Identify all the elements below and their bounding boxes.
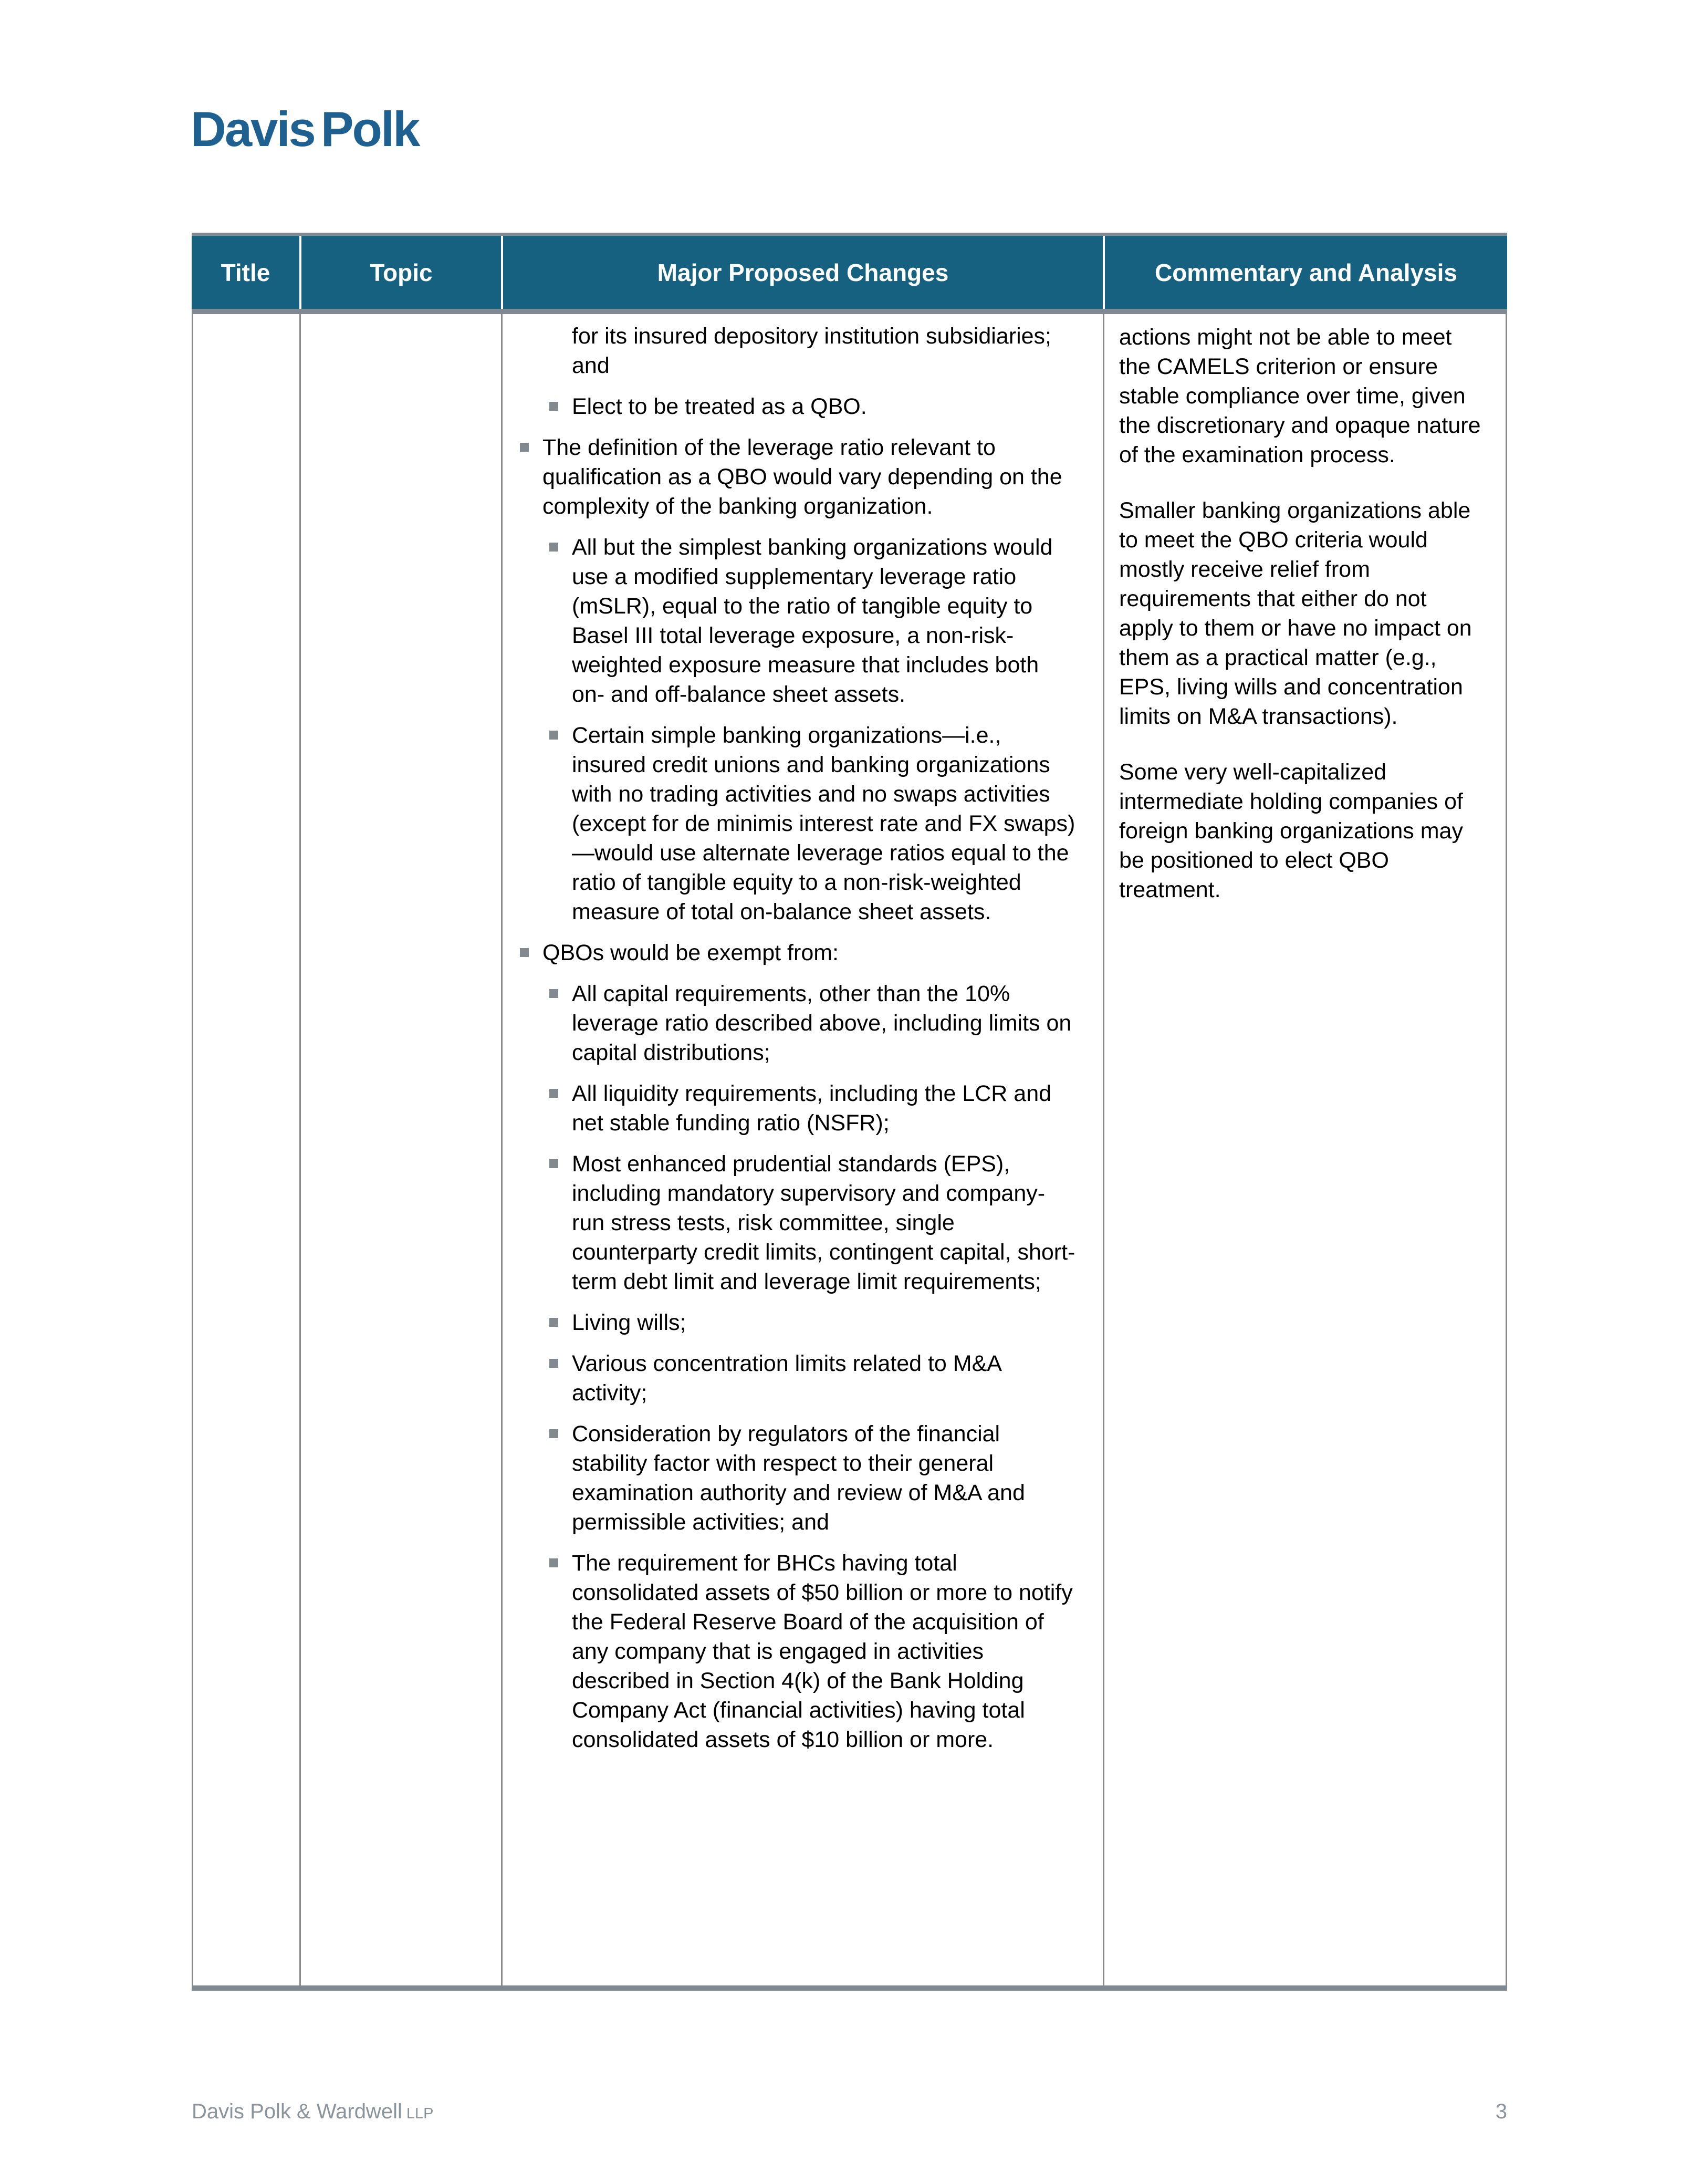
bullet-square-icon — [549, 1159, 558, 1168]
bullet-square-icon — [549, 1429, 558, 1438]
bullet-square-icon — [549, 402, 558, 411]
cell-commentary-and-analysis — [1103, 314, 1506, 1985]
bullet-square-icon — [520, 443, 529, 452]
footer-firm-text: Davis Polk & Wardwell — [192, 2100, 402, 2123]
list-item — [503, 1349, 1077, 1408]
list-item — [503, 1419, 1077, 1537]
list-item-text: Elect to be treated as a QBO. — [572, 394, 867, 419]
bullet-square-icon — [549, 1089, 558, 1098]
cell-title — [193, 314, 299, 1985]
list-item-text: Certain simple banking organizations—i.e., insured credit unions and banking organizations with no trading activities and no swaps activities (except for de minimis interest rate and FX swaps)—would use alternate leverage ratios equal to the ratio of tangible equity to a non-risk-weighted measure of total on-balance sheet assets. — [572, 723, 1075, 924]
list-item — [503, 1548, 1077, 1754]
logo-word-davis: Davis — [191, 101, 315, 157]
list-item-text: The definition of the leverage ratio relevant to qualification as a QBO would vary depending on the complexity of the banking organization. — [542, 435, 1062, 519]
list-item — [503, 938, 1077, 968]
list-item — [503, 1149, 1077, 1296]
list-item-text: for its insured depository institution subsidiaries; and — [572, 324, 1051, 378]
bullet-square-icon — [549, 1359, 558, 1368]
header-cell-title: Title — [221, 258, 270, 286]
table-header-row — [192, 236, 1507, 309]
list-item — [503, 1308, 1077, 1337]
list-item-text: Most enhanced prudential standards (EPS), including mandatory supervisory and company-run stress tests, risk committee, single counterparty credit limits, contingent capital, short-term debt limit and leverage limit requirements; — [572, 1151, 1075, 1294]
summary-table — [192, 233, 1507, 1991]
footer-firm-name — [192, 2100, 433, 2124]
cell-topic — [299, 314, 501, 1985]
list-item — [503, 433, 1077, 521]
bullet-square-icon — [549, 731, 558, 740]
list-item-text: Consideration by regulators of the financial stability factor with respect to their general examination authority and review of M&A and permissible activities; and — [572, 1421, 1025, 1535]
list-item-text: The requirement for BHCs having total consolidated assets of $50 billion or more to notify the Federal Reserve Board of the acquisition of any company that is engaged in activities described in Section 4(k) of the Bank Holding Company Act (financial activities) having total consolidated assets of $10 billion or more. — [572, 1551, 1073, 1752]
bullet-square-icon — [549, 1558, 558, 1567]
footer-firm-suffix: LLP — [406, 2105, 434, 2122]
bullet-square-icon — [549, 1318, 558, 1327]
page-number: 3 — [1495, 2100, 1507, 2123]
list-item-text: Various concentration limits related to M&A activity; — [572, 1351, 1001, 1406]
list-item-continuation — [503, 321, 1077, 380]
table-bottom-border — [192, 1985, 1507, 1991]
header-separator-bar — [192, 309, 1507, 314]
davis-polk-logo — [191, 101, 419, 158]
list-item — [503, 979, 1077, 1067]
commentary-paragraph: actions might not be able to meet the CAMELS criterion or ensure stable compliance over time, given the discretionary and opaque nature of the examination process. — [1119, 325, 1481, 467]
list-item-text: All liquidity requirements, including the LCR and net stable funding ratio (NSFR); — [572, 1081, 1052, 1136]
list-item — [503, 533, 1077, 709]
list-item — [503, 392, 1077, 421]
bullet-square-icon — [520, 948, 529, 957]
header-cell-commentary-and-analysis: Commentary and Analysis — [1103, 236, 1507, 309]
list-item-text: QBOs would be exempt from: — [542, 940, 839, 965]
header-cell-major-proposed-changes: Major Proposed Changes — [501, 236, 1103, 309]
page-footer — [192, 2100, 1507, 2124]
cell-major-proposed-changes — [501, 314, 1103, 1985]
logo-word-polk: Polk — [320, 101, 419, 157]
list-item-text: All but the simplest banking organizations would use a modified supplementary leverage ratio (mSLR), equal to the ratio of tangible equity to Basel III total leverage exposure, a non-risk-weighted exposure measure that includes both on- and off-balance sheet assets. — [572, 535, 1053, 707]
list-item — [503, 1079, 1077, 1138]
commentary-paragraph: Some very well-capitalized intermediate holding companies of foreign banking organizations may be positioned to elect QBO treatment. — [1119, 760, 1463, 902]
bullet-square-icon — [549, 543, 558, 552]
header-cell-topic: Topic — [299, 236, 501, 309]
bullet-square-icon — [549, 989, 558, 998]
list-item-text: All capital requirements, other than the 10% leverage ratio described above, including limits on capital distributions; — [572, 981, 1072, 1065]
commentary-paragraph: Smaller banking organizations able to meet the QBO criteria would mostly receive relief from requirements that either do not apply to them or have no impact on them as a practical matter (e.g., EPS, living wills and concentration limits on M&A transactions). — [1119, 498, 1472, 729]
list-item-text: Living wills; — [572, 1310, 686, 1335]
list-item — [503, 721, 1077, 927]
table-body-row — [192, 314, 1507, 1985]
